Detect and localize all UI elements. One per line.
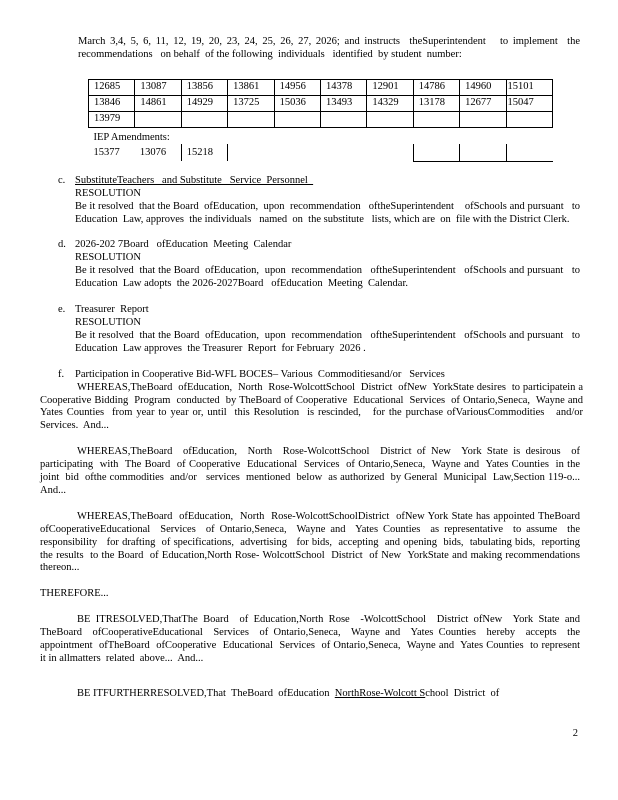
resolution-label: RESOLUTION bbox=[75, 252, 141, 264]
student-number-cell: 13846 bbox=[89, 95, 135, 111]
student-number-cell bbox=[320, 111, 366, 127]
resolution-label: RESOLUTION bbox=[75, 187, 141, 199]
table-row bbox=[89, 111, 553, 127]
student-number-cell bbox=[460, 111, 506, 127]
iep-number-cell bbox=[413, 144, 459, 161]
student-number-cell: 13087 bbox=[135, 79, 181, 95]
agenda-item-f bbox=[58, 369, 580, 382]
student-number-cell: 15036 bbox=[274, 95, 320, 111]
iep-number-cell: 15377 bbox=[93, 146, 120, 158]
item-marker: f. bbox=[58, 368, 65, 380]
iep-number-cell bbox=[228, 144, 274, 161]
student-number-cell: 13493 bbox=[320, 95, 366, 111]
item-body: Be it resolved that the Board ofEducation, upon recommendation oftheSuperintendent ofSchools and pursuant to Education Law, approves the individuals named on the substitute lists, which are on file with the District Clerk. bbox=[75, 200, 583, 225]
resolution-label: RESOLUTION bbox=[75, 316, 141, 328]
student-number-cell: 13861 bbox=[228, 79, 274, 95]
agenda-item-c bbox=[58, 174, 583, 227]
further-resolved-suffix: chool District of bbox=[425, 687, 500, 699]
iep-number-cell bbox=[506, 144, 552, 161]
item-content bbox=[75, 174, 583, 227]
item-body: Be it resolved that the Board ofEducation, upon recommendation oftheSuperintendent ofSchools and pursuant to Education Law adopts the 2026-2027Board ofEducation Meeting Calendar. bbox=[75, 265, 583, 290]
item-heading: SubstituteTeachers and Substitute Service Personnel bbox=[75, 174, 314, 186]
student-number-cell: 12685 bbox=[89, 79, 135, 95]
student-number-cell bbox=[506, 111, 552, 127]
item-marker: c. bbox=[58, 174, 66, 186]
iep-number-cell: 15218 bbox=[181, 144, 227, 161]
iep-amendments-row bbox=[89, 127, 553, 144]
whereas-paragraph-1: WHEREAS,TheBoard ofEducation, North Rose-WolcottSchool District ofNew YorkState desires to participatein a Cooperative Bidding Program conducted by TheBoard of Cooperative Educational Services of Ontario,Seneca, Wayne and Yates Counties from year to year or, until this Resolution is rescinded, for the purchase ofVariousCommodities and/or Services. And... bbox=[40, 381, 589, 432]
student-number-cell: 13725 bbox=[228, 95, 274, 111]
item-heading: 2026-202 7Board ofEducation Meeting Calendar bbox=[75, 239, 292, 251]
item-content bbox=[75, 369, 580, 382]
student-number-cell bbox=[135, 111, 181, 127]
student-number-cell bbox=[413, 111, 459, 127]
whereas-paragraph-2: WHEREAS,TheBoard ofEducation, North Rose-WolcottSchool District of New York State is desirous of participating with The Board of Cooperative Educational Services of Ontario,Seneca, Wayne and Yates Counties in the joint bid ofthe commodities and/or services mentioned below as authorized by General Municipal Law,Section 119-o... And... bbox=[40, 446, 583, 496]
iep-amendments-label: IEP Amendments: bbox=[93, 131, 170, 143]
student-number-cell: 13178 bbox=[413, 95, 459, 111]
student-number-cell: 14786 bbox=[413, 79, 459, 95]
further-resolved-paragraph bbox=[40, 688, 580, 701]
iep-number-cell bbox=[367, 144, 413, 161]
therefore-line: THEREFORE... bbox=[40, 588, 109, 600]
agenda-item-d bbox=[58, 239, 583, 291]
item-heading: Treasurer Report bbox=[75, 304, 149, 316]
student-number-cell: 14929 bbox=[181, 95, 227, 111]
item-heading: Participation in Cooperative Bid-WFL BOCES– Various Commoditiesand/or Services bbox=[75, 368, 445, 380]
student-number-cell: 14956 bbox=[274, 79, 320, 95]
student-number-cell: 14329 bbox=[367, 95, 413, 111]
agenda-items bbox=[40, 174, 589, 701]
student-number-cell: 15101 bbox=[506, 79, 552, 95]
student-number-cell: 14960 bbox=[460, 79, 506, 95]
item-content bbox=[75, 304, 583, 356]
item-content bbox=[75, 239, 583, 291]
resolved-paragraph: BE ITRESOLVED,ThatThe Board of Education,North Rose -WolcottSchool District ofNew York State and TheBoard ofCooperativeEducational Services of Ontario,Seneca, Wayne and Yates Counties hereby accepts the appointment ofTheBoard ofCooperative Educational Services of Ontario,Seneca, Wayne and Yates Counties to represent it in allmatters related above... And... bbox=[40, 614, 588, 664]
table-row bbox=[89, 79, 553, 95]
student-number-cell: 13979 bbox=[89, 111, 135, 127]
item-marker: d. bbox=[58, 239, 66, 251]
iep-number-cell bbox=[460, 144, 506, 161]
agenda-item-e bbox=[58, 304, 583, 356]
student-number-cell bbox=[181, 111, 227, 127]
student-number-cell: 13856 bbox=[181, 79, 227, 95]
table-row bbox=[89, 95, 553, 111]
whereas-paragraph-3: WHEREAS,TheBoard ofEducation, North Rose-WolcottSchoolDistrict ofNew York State has appointed TheBoard ofCooperativeEducational Services of Ontario,Seneca, Wayne and Yates Counties as representative to assume the responsibility for drafting of specifications, advertising for bids, accepting and opening bids, tabulating bids, reporting the results to the Board of Education,North Rose- WolcottSchool District of New YorkState and making recommendations thereon... bbox=[40, 510, 588, 574]
student-number-cell: 12901 bbox=[367, 79, 413, 95]
item-body: Be it resolved that the Board ofEducation, upon recommendation oftheSuperintendent ofSchools and pursuant to Education Law approves the Treasurer Report for February 2026 . bbox=[75, 329, 583, 354]
student-number-cell: 15047 bbox=[506, 95, 552, 111]
student-number-cell: 14861 bbox=[135, 95, 181, 111]
iep-number-cell bbox=[274, 144, 320, 161]
further-resolved-prefix: BE ITFURTHERRESOLVED,That TheBoard ofEducation bbox=[77, 687, 335, 699]
student-number-cell: 12677 bbox=[460, 95, 506, 111]
student-number-cell bbox=[367, 111, 413, 127]
student-number-table-wrap bbox=[88, 79, 580, 162]
student-number-cell: 14378 bbox=[320, 79, 366, 95]
iep-numbers-row bbox=[89, 144, 553, 161]
district-name-underlined: NorthRose-Wolcott S bbox=[334, 687, 426, 699]
iep-number-cell: 13076 bbox=[139, 146, 167, 158]
page-number: 2 bbox=[572, 728, 578, 739]
student-number-table bbox=[88, 79, 553, 162]
student-number-cell bbox=[228, 111, 274, 127]
intro-paragraph: March 3,4, 5, 6, 11, 12, 19, 20, 23, 24, 25, 26, 27, 2026; and instructs theSuperintendent to implement the recommendations on behalf of the following individuals identified by student number: bbox=[78, 36, 583, 60]
item-marker: e. bbox=[58, 304, 66, 316]
student-number-cell bbox=[274, 111, 320, 127]
iep-number-cell bbox=[320, 144, 366, 161]
